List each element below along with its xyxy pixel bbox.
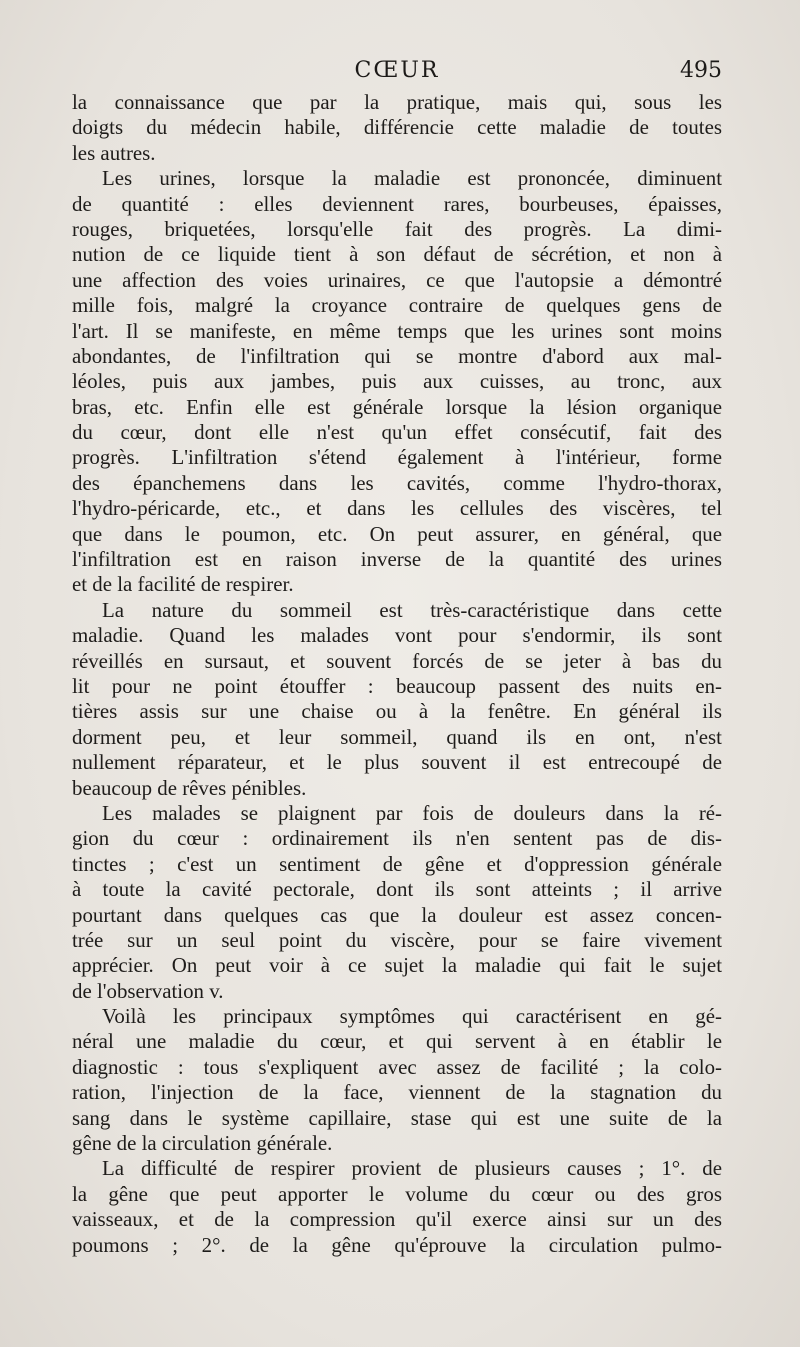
text-line: beaucoup de rêves pénibles. — [72, 775, 307, 800]
text-line: Voilà les principaux symptômes qui caractérisent en gé- — [102, 1004, 722, 1029]
text-line: tinctes ; c'est un sentiment de gêne et d'oppression générale — [72, 851, 722, 876]
text-line: trée sur un seul point du viscère, pour se faire vivement — [72, 927, 722, 952]
page-number: 495 — [680, 58, 722, 83]
paragraph — [72, 166, 722, 598]
text-line: nution de ce liquide tient à son défaut de sécrétion, et non à — [72, 242, 722, 267]
text-line: poumons ; 2°. de la gêne qu'éprouve la circulation pulmo- — [72, 1232, 722, 1257]
text-line: l'infiltration est en raison inverse de la quantité des urines — [72, 547, 722, 572]
text-line: que dans le poumon, etc. On peut assurer, en général, que — [72, 521, 722, 546]
text-line: une affection des voies urinaires, ce que l'autopsie a démontré — [72, 267, 722, 292]
text-line: néral une maladie du cœur, et qui servent à en établir le — [72, 1029, 722, 1054]
text-line: l'art. Il se manifeste, en même temps que les urines sont moins — [72, 318, 722, 343]
text-line: réveillés en sursaut, et souvent forcés de se jeter à bas du — [72, 648, 722, 673]
paragraph — [72, 1156, 722, 1258]
text-line: abondantes, de l'infiltration qui se montre d'abord aux mal- — [72, 343, 722, 368]
paragraph — [72, 1004, 722, 1156]
body-text — [72, 90, 722, 1258]
text-line: La difficulté de respirer provient de plusieurs causes ; 1°. de — [102, 1156, 722, 1181]
text-line: la connaissance que par la pratique, mais qui, sous les — [72, 90, 722, 114]
text-line: rouges, briquetées, lorsqu'elle fait des progrès. La dimi- — [72, 216, 722, 241]
paragraph — [72, 598, 722, 801]
text-line: tières assis sur une chaise ou à la fenêtre. En général ils — [72, 699, 722, 724]
text-line: dorment peu, et leur sommeil, quand ils en ont, n'est — [72, 724, 722, 749]
text-line: à toute la cavité pectorale, dont ils sont atteints ; il arrive — [72, 877, 722, 902]
text-line: ration, l'injection de la face, viennent de la stagnation du — [72, 1080, 722, 1105]
text-line: doigts du médecin habile, différencie cette maladie de toutes — [72, 115, 722, 140]
text-line: les autres. — [72, 140, 156, 165]
text-line: progrès. L'infiltration s'étend également à l'intérieur, forme — [72, 445, 722, 470]
page-header — [72, 58, 722, 88]
text-line: bras, etc. Enfin elle est générale lorsque la lésion organique — [72, 394, 722, 419]
paragraph — [72, 801, 722, 1004]
text-line: de quantité : elles deviennent rares, bourbeuses, épaisses, — [72, 191, 722, 216]
text-line: pourtant dans quelques cas que la douleur est assez concen- — [72, 902, 722, 927]
text-line: la gêne que peut apporter le volume du cœur ou des gros — [72, 1181, 722, 1206]
text-line: l'hydro-péricarde, etc., et dans les cellules des viscères, tel — [72, 496, 722, 521]
text-line: et de la facilité de respirer. — [72, 572, 294, 597]
text-line: du cœur, dont elle n'est qu'un effet consécutif, fait des — [72, 420, 722, 445]
text-line: vaisseaux, et de la compression qu'il exerce ainsi sur un des — [72, 1207, 722, 1232]
paragraph — [72, 90, 722, 166]
text-line: de l'observation v. — [72, 978, 224, 1003]
text-line: apprécier. On peut voir à ce sujet la maladie qui fait le sujet — [72, 953, 722, 978]
text-line: nullement réparateur, et le plus souvent il est entrecoupé de — [72, 750, 722, 775]
text-line: La nature du sommeil est très-caractéristique dans cette — [102, 597, 722, 622]
text-line: gion du cœur : ordinairement ils n'en sentent pas de dis- — [72, 826, 722, 851]
text-line: Les urines, lorsque la maladie est prononcée, diminuent — [102, 166, 722, 191]
text-line: lit pour ne point étouffer : beaucoup passent des nuits en- — [72, 673, 722, 698]
text-line: Les malades se plaignent par fois de douleurs dans la ré- — [102, 800, 722, 825]
text-line: diagnostic : tous s'expliquent avec assez de facilité ; la colo- — [72, 1054, 722, 1079]
text-line: maladie. Quand les malades vont pour s'endormir, ils sont — [72, 623, 722, 648]
running-head: CŒUR — [354, 58, 440, 83]
text-line: des épanchemens dans les cavités, comme l'hydro-thorax, — [72, 470, 722, 495]
text-line: mille fois, malgré la croyance contraire de quelques gens de — [72, 293, 722, 318]
text-line: léoles, puis aux jambes, puis aux cuisses, au tronc, aux — [72, 369, 722, 394]
text-line: gêne de la circulation générale. — [72, 1131, 333, 1156]
text-line: sang dans le système capillaire, stase qui est une suite de la — [72, 1105, 722, 1130]
